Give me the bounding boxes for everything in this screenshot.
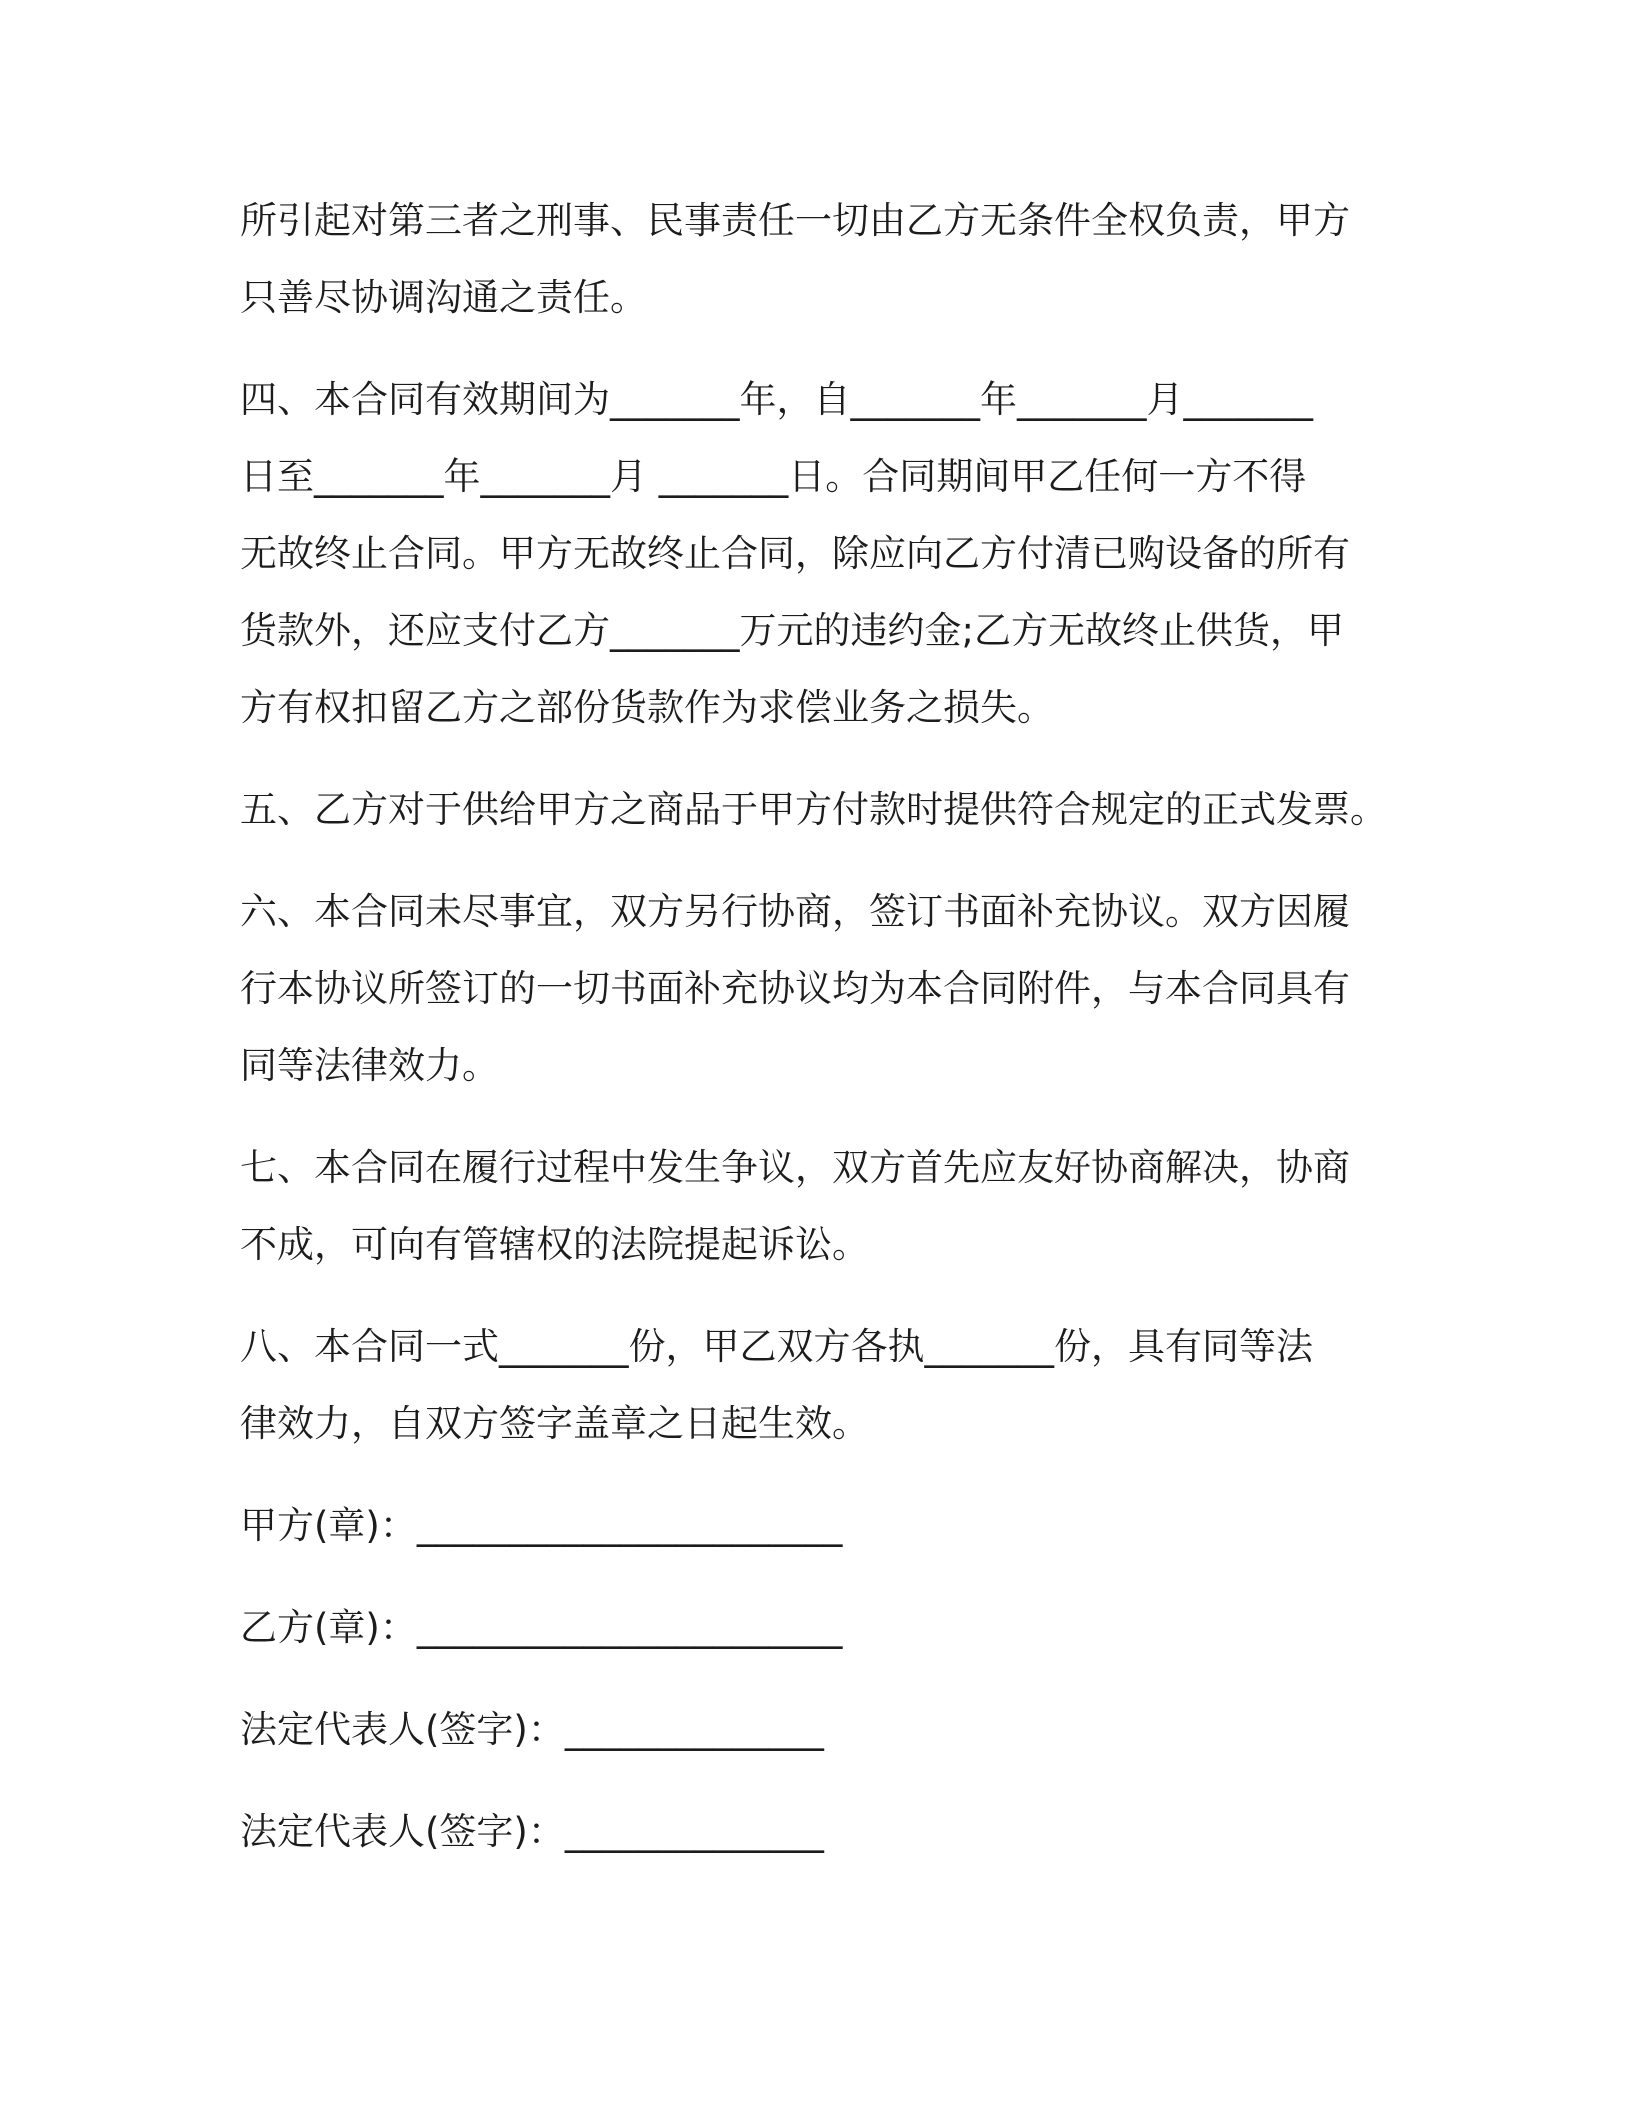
text-line: 五、乙方对于供给甲方之商品于甲方付款时提供符合规定的正式发票。 [240, 788, 1387, 831]
paragraph-liability-continued [240, 182, 1410, 336]
text-line: 七、本合同在履行过程中发生争议，双方首先应友好协商解决，协商 [240, 1146, 1350, 1189]
paragraph-clause-5 [240, 771, 1410, 848]
text-line: 日至_______年_______月 _______日。合同期间甲乙任何一方不得 [240, 455, 1307, 498]
text-line: 只善尽协调沟通之责任。 [240, 276, 647, 319]
text-line: 行本协议所签订的一切书面补充协议均为本合同附件，与本合同具有 [240, 967, 1350, 1010]
text-line: 八、本合同一式_______份，甲乙双方各执_______份，具有同等法 [240, 1325, 1313, 1368]
paragraph-clause-8 [240, 1308, 1410, 1462]
text-line: 所引起对第三者之刑事、民事责任一切由乙方无条件全权负责，甲方 [240, 199, 1350, 242]
document-body [240, 182, 1410, 1870]
signature-party-a: 甲方(章)：_______________________ [240, 1504, 843, 1547]
text-line: 四、本合同有效期间为_______年，自_______年_______月_______ [240, 378, 1313, 421]
paragraph-clause-7 [240, 1129, 1410, 1283]
text-line: 律效力，自双方签字盖章之日起生效。 [240, 1402, 869, 1445]
text-line: 六、本合同未尽事宜，双方另行协商，签订书面补充协议。双方因履 [240, 890, 1350, 933]
text-line: 货款外，还应支付乙方_______万元的违约金;乙方无故终止供货，甲 [240, 609, 1344, 652]
paragraph-clause-4 [240, 361, 1410, 746]
signature-legal-rep-b: 法定代表人(签字)：______________ [240, 1810, 824, 1853]
paragraph-clause-6 [240, 873, 1410, 1104]
signature-party-b: 乙方(章)：_______________________ [240, 1606, 843, 1649]
signature-block [240, 1487, 1410, 1870]
text-line: 同等法律效力。 [240, 1044, 499, 1087]
text-line: 方有权扣留乙方之部份货款作为求偿业务之损失。 [240, 686, 1054, 729]
text-line: 无故终止合同。甲方无故终止合同，除应向乙方付清已购设备的所有 [240, 532, 1350, 575]
text-line: 不成，可向有管辖权的法院提起诉讼。 [240, 1223, 869, 1266]
signature-legal-rep-a: 法定代表人(签字)：______________ [240, 1708, 824, 1751]
